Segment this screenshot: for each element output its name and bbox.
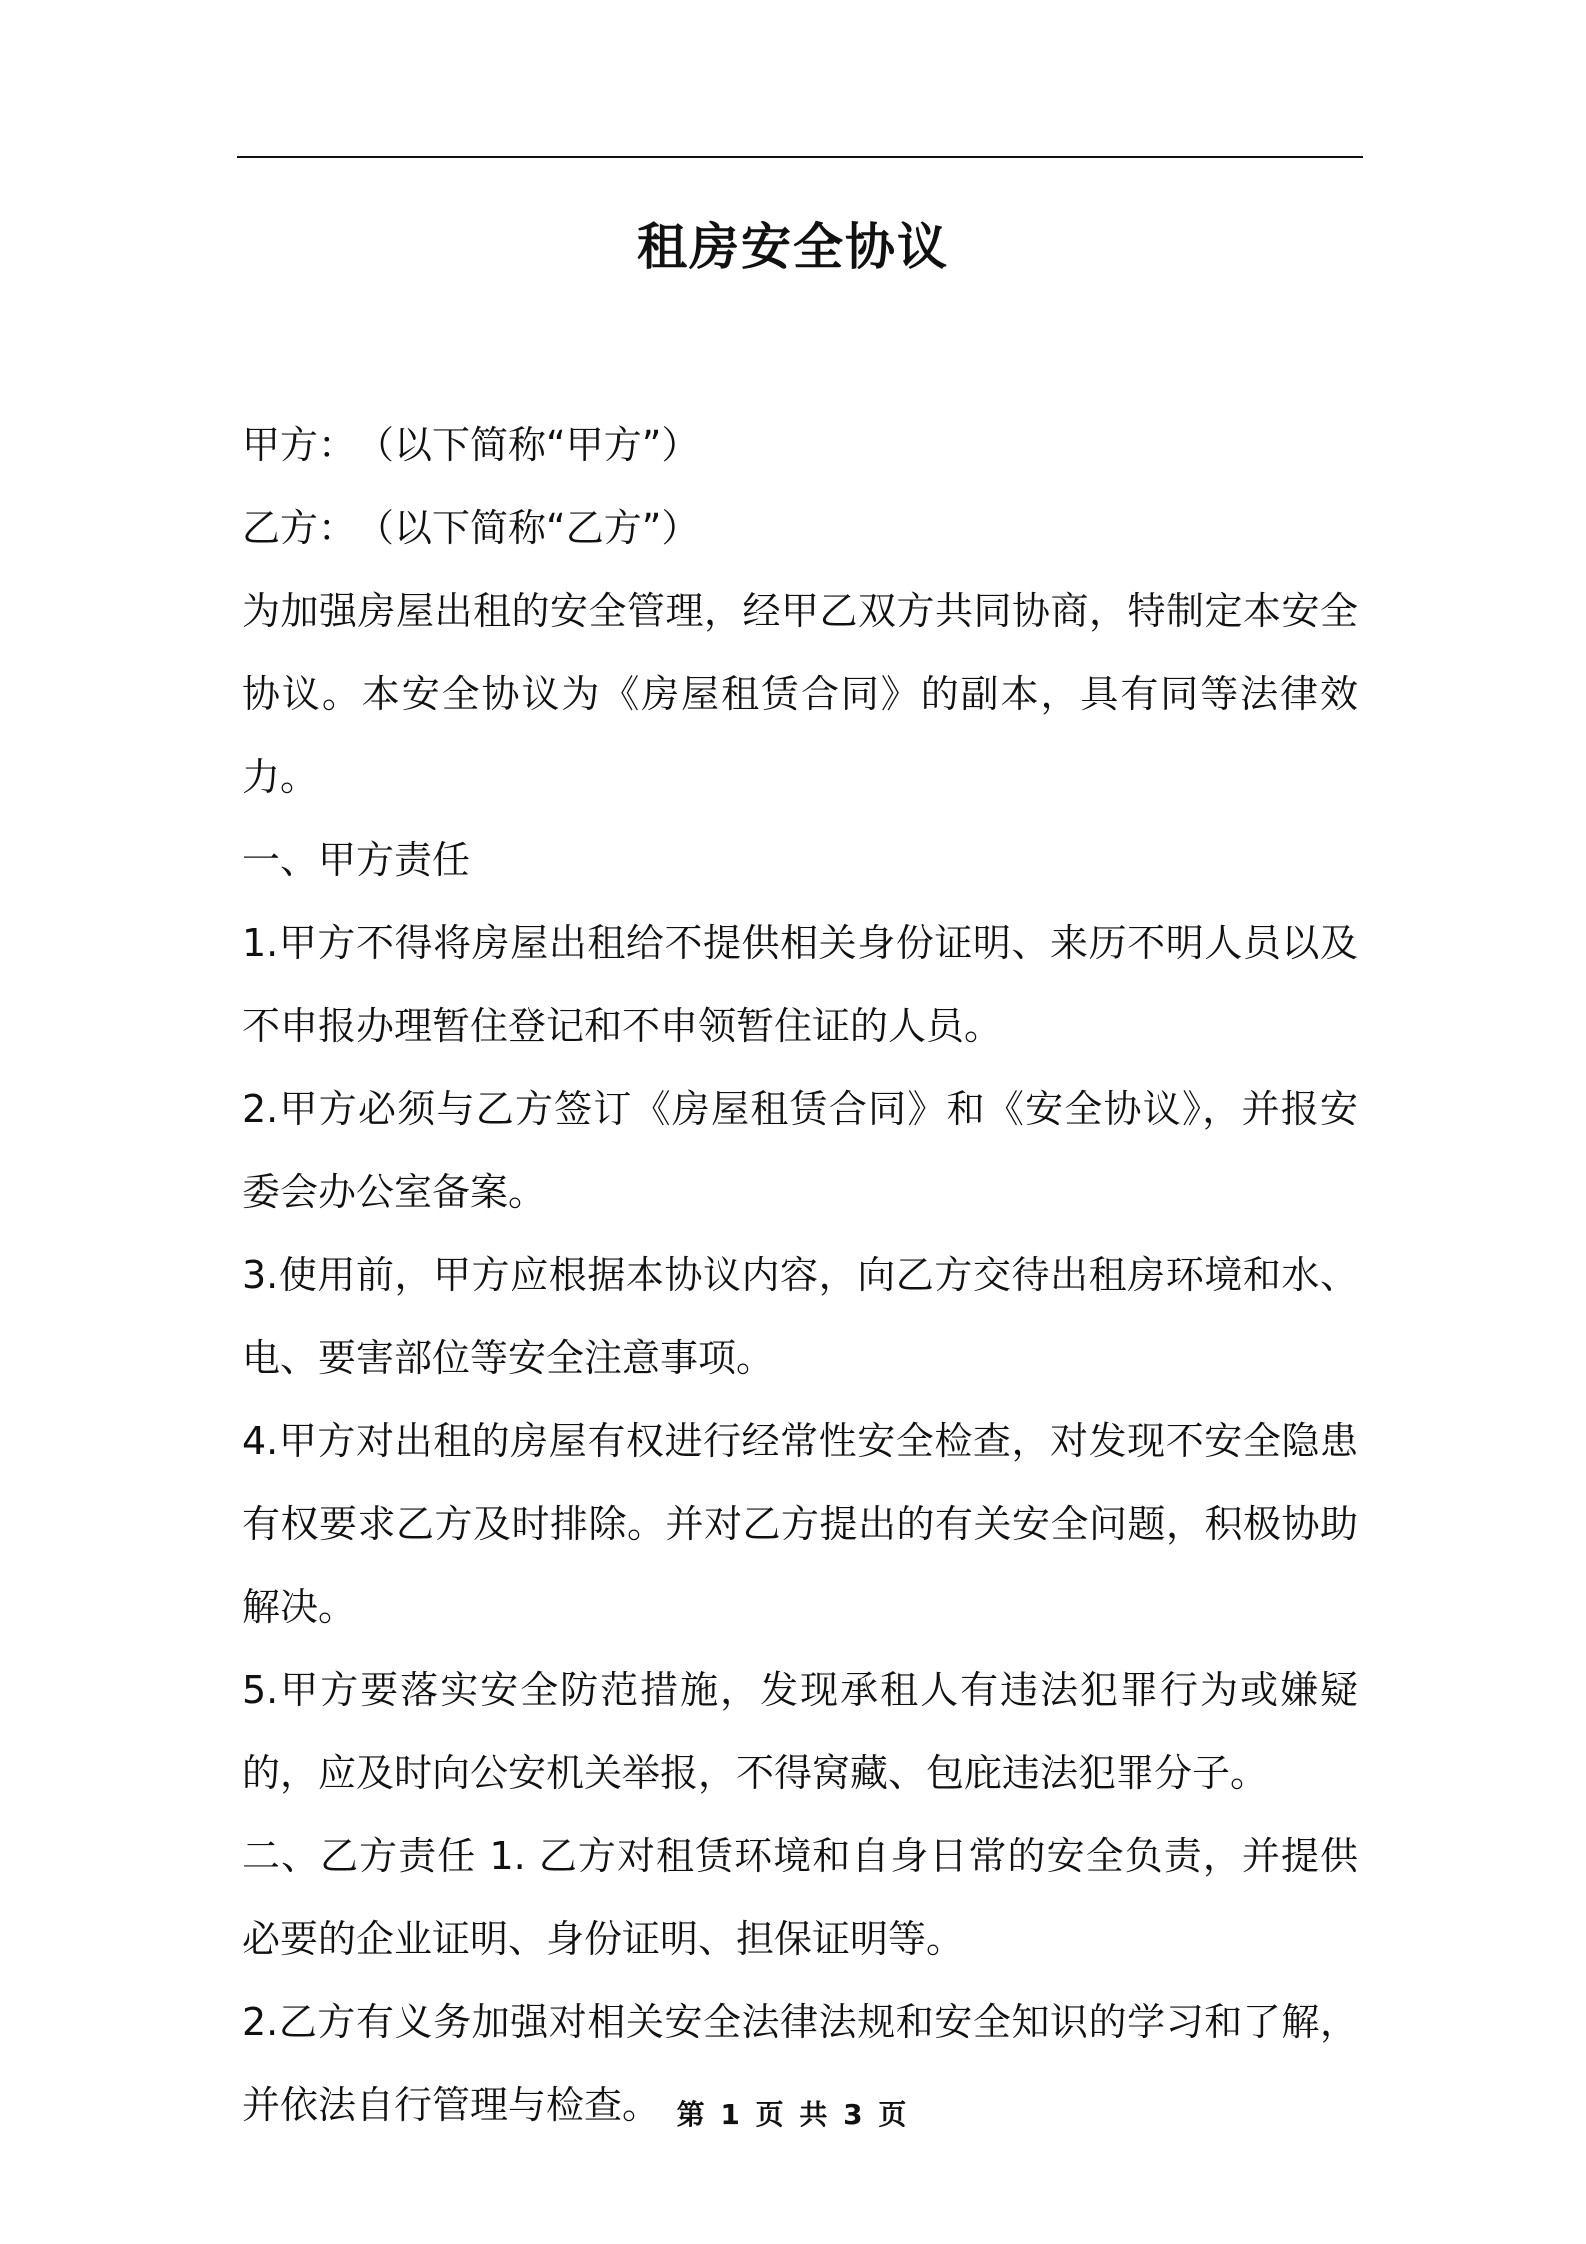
document-body <box>242 404 1358 2147</box>
section-a-item-2: 2.甲方必须与乙方签订《房屋租赁合同》和《安全协议》，并报安委会办公室备案。 <box>242 1087 1358 1214</box>
section-a-item-4: 4.甲方对出租的房屋有权进行经常性安全检查，对发现不安全隐患有权要求乙方及时排除。并对乙方提出的有关安全问题，积极协助解决。 <box>242 1419 1358 1629</box>
party-a-line: 甲方： （以下简称“甲方”） <box>242 423 700 467</box>
section-b-item-2: 2.乙方有义务加强对相关安全法律法规和安全知识的学习和了解，并依法自行管理与检查。 <box>242 2000 1358 2127</box>
page-indicator: 第 1 页 共 3 页 <box>676 2098 910 2131</box>
header-rule <box>237 156 1363 158</box>
party-b-line: 乙方： （以下简称“乙方”） <box>242 506 700 550</box>
section-a-heading: 一、甲方责任 <box>242 838 471 882</box>
section-a-item-3: 3.使用前，甲方应根据本协议内容，向乙方交待出租房环境和水、电、要害部位等安全注意事项。 <box>242 1253 1358 1380</box>
section-b-intro: 二、乙方责任 1. 乙方对租赁环境和自身日常的安全负责，并提供必要的企业证明、身份证明、担保证明等。 <box>242 1834 1358 1961</box>
intro-paragraph: 为加强房屋出租的安全管理，经甲乙双方共同协商，特制定本安全协议。本安全协议为《房屋租赁合同》的副本，具有同等法律效力。 <box>242 589 1358 799</box>
document-title: 租房安全协议 <box>637 218 949 276</box>
section-a-item-1: 1.甲方不得将房屋出租给不提供相关身份证明、来历不明人员以及不申报办理暂住登记和不申领暂住证的人员。 <box>242 921 1358 1048</box>
section-a-item-5: 5.甲方要落实安全防范措施，发现承租人有违法犯罪行为或嫌疑的，应及时向公安机关举报，不得窝藏、包庇违法犯罪分子。 <box>242 1668 1358 1795</box>
